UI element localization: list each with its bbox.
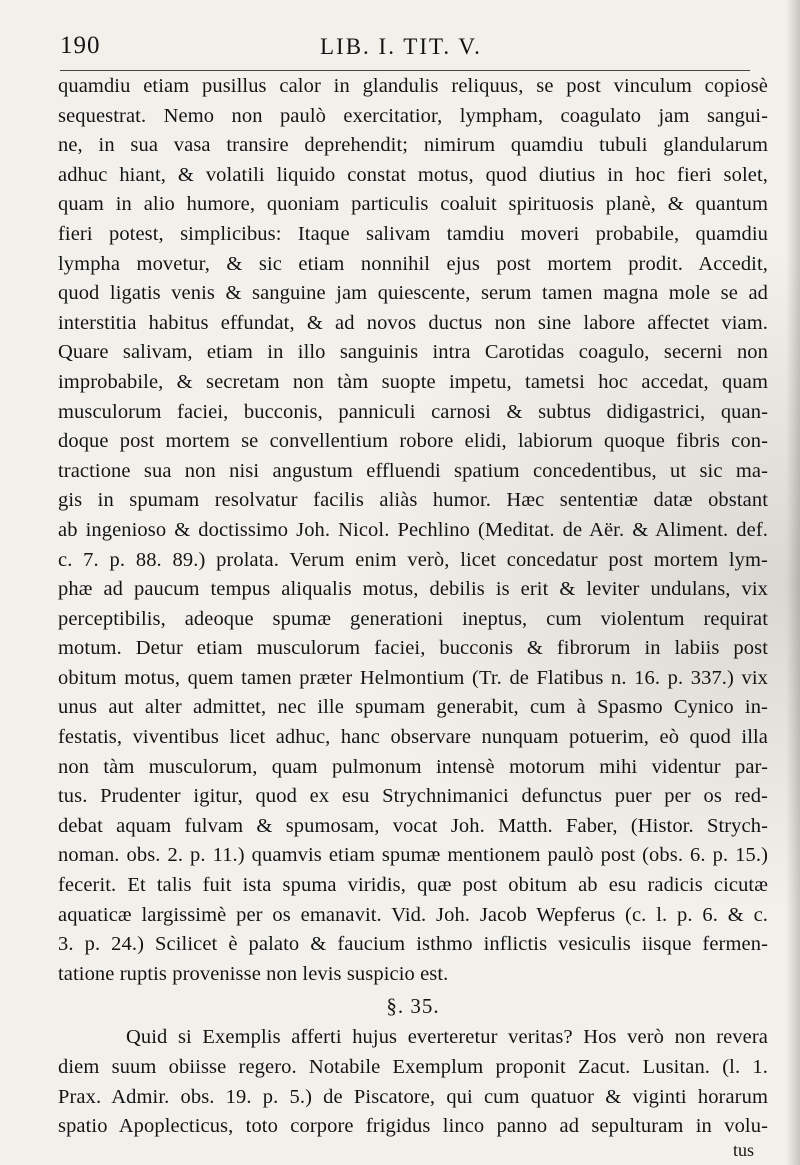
text-line: unus aut alter admittet, nec ille spumam generabit, cum à Spasmo Cynico in- [58, 696, 768, 719]
text-line: quamdiu etiam pusillus calor in glandulis reliquus, se post vinculum copiosè [58, 75, 768, 97]
page-number: 190 [60, 32, 101, 59]
text-line: fecerit. Et talis fuit ista spuma viridis, quæ post obitum ab esu radicis cicutæ [58, 874, 768, 897]
text-line: noman. obs. 2. p. 11.) quamvis etiam spumæ mentionem paulò post (obs. 6. p. 15.) [58, 844, 768, 867]
text-line: sequestrat. Nemo non paulò exercitatior, lympham, coagulato jam sangui- [58, 104, 768, 127]
text-line: quod ligatis venis & sanguine jam quiescente, serum tamen magna mole se ad [58, 282, 768, 305]
text-line: fieri potest, simplicibus: Itaque salivam tamdiu moveri probabile, quamdiu [58, 222, 768, 245]
text-line: obitum motus, quem tamen præter Helmontium (Tr. de Flatibus n. 16. p. 337.) vix [58, 666, 768, 689]
catchword: tus [732, 1140, 754, 1160]
text-line: Quid si Exemplis afferti hujus everteretur veritas? Hos verò non revera [126, 1026, 768, 1049]
text-line: ne, in sua vasa transire deprehendit; nimirum quamdiu tubuli glandularum [58, 134, 768, 157]
text-line: improbabile, & secretam non tàm suopte impetu, tametsi hoc accedat, quam [58, 370, 768, 393]
section-heading: §. 35. [386, 994, 440, 1019]
text-line: musculorum faciei, bucconis, panniculi carnosi & subtus didigastrici, quan- [58, 400, 768, 423]
text-line: spatio Apoplecticus, toto corpore frigidus linco panno ad sepulturam in volu- [58, 1115, 768, 1138]
text-line: diem suum obiisse regero. Notabile Exemplum proponit Zacut. Lusitan. (l. 1. [58, 1056, 768, 1078]
running-head: LIB. I. TIT. V. [320, 34, 482, 59]
text-line: ab ingenioso & doctissimo Joh. Nicol. Pechlino (Meditat. de Aër. & Aliment. def. [58, 518, 768, 541]
text-line: interstitia habitus effundat, & ad novos ductus non sine labore affectet viam. [58, 311, 768, 334]
text-line: c. 7. p. 88. 89.) prolata. Verum enim verò, licet concedatur post mortem lym- [58, 548, 768, 571]
text-line: tatione ruptis provenisse non levis suspicio est. [58, 962, 449, 985]
text-line: quam in alio humore, quoniam particulis coaluit spirituosis planè, & quantum [58, 193, 768, 216]
text-line: debat aquam fulvam & spumosam, vocat Joh. Matth. Faber, (Histor. Strych- [58, 814, 768, 837]
text-line: festatis, viventibus licet adhuc, hanc observare nunquam potuerim, eò quod illa [58, 726, 768, 749]
text-line: 3. p. 24.) Scilicet è palato & faucium isthmo inflictis vesiculis iisque fermen- [58, 933, 768, 956]
text-line: gis in spumam resolvatur facilis aliàs humor. Hæc sententiæ datæ obstant [58, 489, 768, 512]
text-line: doque post mortem se convellentium robore elidi, labiorum quoque fibris con- [58, 430, 768, 453]
text-line: tractione sua non nisi angustum effluendi spatium concedentibus, ut sic ma- [58, 459, 768, 482]
text-line: adhuc hiant, & volatili liquido constat motus, quod diutius in hoc fieri solet, [58, 163, 768, 186]
text-line: aquaticæ largissimè per os emanavit. Vid. Joh. Jacob Wepferus (c. l. p. 6. & c. [58, 903, 768, 926]
page-header [60, 30, 760, 66]
text-line: Prax. Admir. obs. 19. p. 5.) de Piscatore, qui cum quatuor & viginti horarum [58, 1085, 768, 1108]
body-text [58, 72, 768, 1142]
text-line: phæ ad paucum tempus aliqualis motus, debilis is erit & leviter undulans, vix [58, 578, 768, 601]
text-line: perceptibilis, adeoque spumæ generationi ineptus, cum violentum requirat [58, 607, 768, 630]
text-line: Quare salivam, etiam in illo sanguinis intra Carotidas coagulo, secerni non [58, 341, 768, 364]
page-edge-shadow [786, 0, 800, 1165]
header-rule [60, 70, 750, 71]
text-line: non tàm musculorum, quam pulmonum intensè motorum mihi videntur par- [58, 755, 768, 778]
text-line: motum. Detur etiam musculorum faciei, bucconis & fibrorum in labiis post [58, 637, 768, 660]
text-line: tus. Prudenter igitur, quod ex esu Strychnimanici defunctus puer per os red- [58, 785, 768, 808]
text-line: lympha movetur, & sic etiam nonnihil ejus post mortem prodit. Accedit, [58, 252, 768, 275]
